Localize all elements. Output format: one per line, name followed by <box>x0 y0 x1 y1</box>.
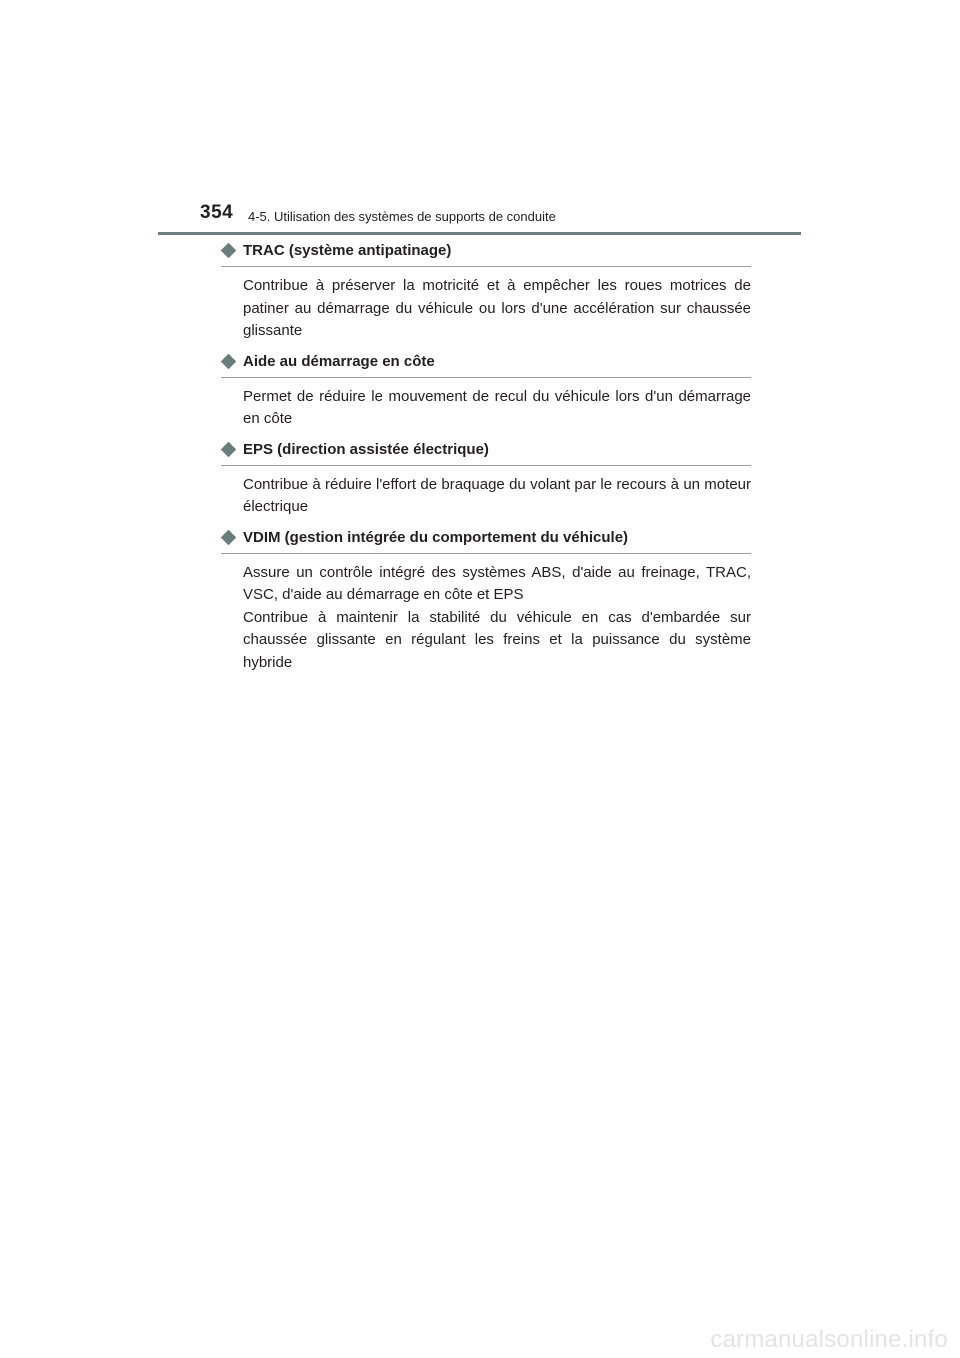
feature-description <box>243 562 751 683</box>
feature-title: TRAC (système antipatinage) <box>243 242 452 259</box>
feature-title: EPS (direction assistée électrique) <box>243 440 489 458</box>
description-paragraph: Assure un contrôle intégré des systèmes ABS, d'aide au freinage, TRAC, VSC, d'aide au démarrage en côte et EPS <box>243 563 751 603</box>
feature-item-eps <box>221 439 751 527</box>
diamond-bullet-icon <box>221 441 237 457</box>
feature-title: Aide au démarrage en côte <box>243 352 435 370</box>
watermark: carmanualsonline.info <box>710 1326 948 1353</box>
feature-description <box>243 386 751 439</box>
diamond-bullet-icon <box>221 353 237 369</box>
content <box>221 240 751 682</box>
feature-item-hill-start <box>221 351 751 439</box>
description-paragraph: Contribue à réduire l'effort de braquage du volant par le recours à un moteur électrique <box>243 475 751 515</box>
feature-heading <box>221 439 751 466</box>
feature-title: VDIM (gestion intégrée du comportement du véhicule) <box>243 528 629 546</box>
diamond-bullet-icon <box>221 243 237 259</box>
feature-description <box>243 474 751 527</box>
feature-heading <box>221 527 751 554</box>
section-title: 4-5. Utilisation des systèmes de supports de conduite <box>248 209 556 224</box>
description-paragraph: Contribue à maintenir la stabilité du véhicule en cas d'embardée sur chaussée glissante en régulant les freins et la puissance du système hybride <box>243 608 751 671</box>
description-paragraph: Permet de réduire le mouvement de recul du véhicule lors d'un démarrage en côte <box>243 387 751 427</box>
description-paragraph: Contribue à préserver la motricité et à empêcher les roues motrices de patiner au démarrage du véhicule ou lors d'une accélération sur chaussée glissante <box>243 277 751 339</box>
feature-heading <box>221 351 751 378</box>
feature-description <box>243 275 751 351</box>
feature-heading <box>221 240 751 267</box>
page-header <box>200 202 800 234</box>
diamond-bullet-icon <box>221 529 237 545</box>
page-number: 354 <box>200 202 234 223</box>
feature-item-vdim <box>221 527 751 683</box>
feature-item-trac <box>221 240 751 351</box>
header-divider <box>158 232 801 235</box>
